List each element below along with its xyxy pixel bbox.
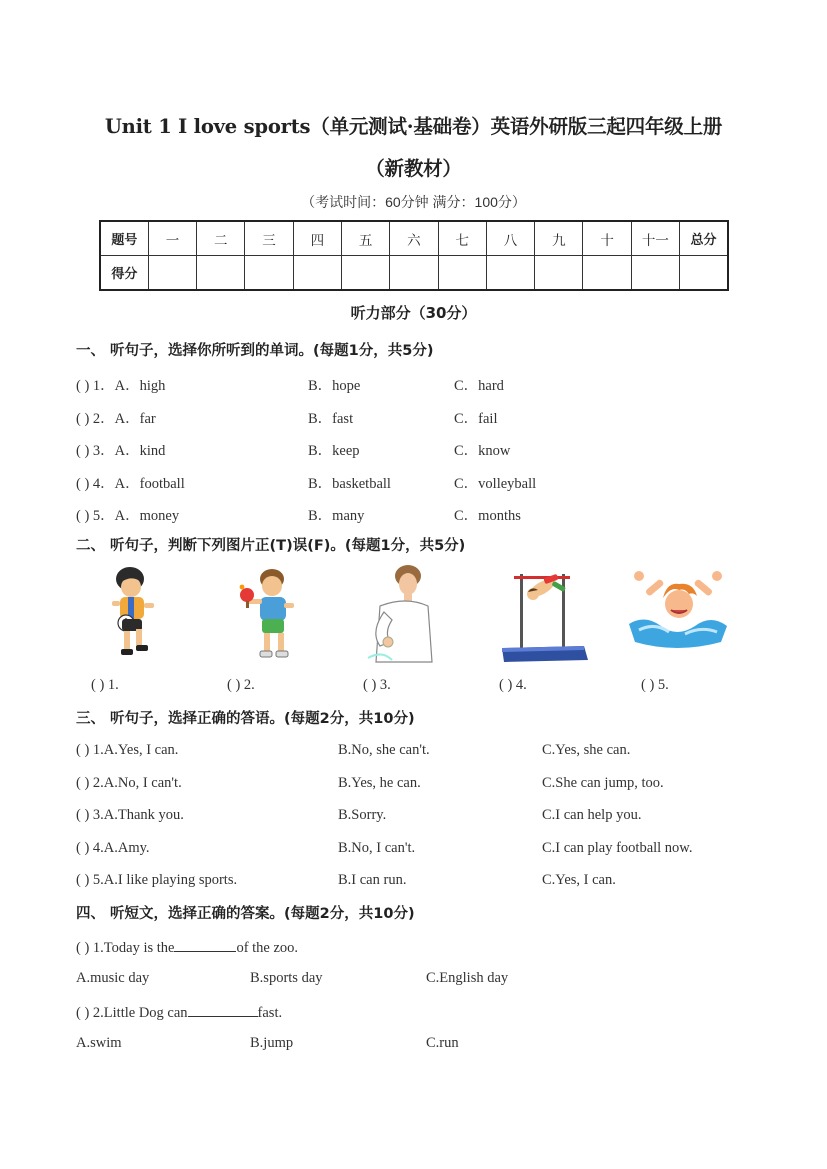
s1-q5-b: B．many — [308, 508, 365, 524]
s3-q4-a: ( ) 4.A.Amy. — [76, 840, 150, 856]
swimming-child-picture — [625, 570, 731, 652]
s1-q1-c: C．hard — [454, 378, 504, 394]
s4-q1-option-b: B.sports day — [250, 970, 323, 986]
s3-q1-c: C.Yes, she can. — [542, 742, 631, 758]
score-cell[interactable] — [197, 256, 245, 291]
score-cell[interactable] — [438, 256, 486, 291]
col-2: 二 — [197, 221, 245, 256]
s1-question-3 — [76, 439, 776, 461]
s3-q2-b: B.Yes, he can. — [338, 775, 421, 791]
section-2-heading: 二、 听句子，判断下列图片正(T)误(F)。(每题1分，共5分) — [76, 538, 466, 554]
s4-q1-options — [76, 970, 776, 992]
s1-q4-a: ( ) 4．A．football — [76, 476, 185, 492]
s3-q2-c: C.She can jump, too. — [542, 775, 664, 791]
col-4: 四 — [293, 221, 341, 256]
score-cell[interactable] — [390, 256, 438, 291]
s1-question-5 — [76, 504, 776, 526]
s1-q3-a: ( ) 3．A．kind — [76, 443, 166, 459]
col-6: 六 — [390, 221, 438, 256]
score-cell[interactable] — [583, 256, 631, 291]
s2-labels — [76, 677, 776, 699]
s3-q3-b: B.Sorry. — [338, 807, 387, 823]
title-line-1: Unit 1 I love sports（单元测试·基础卷）英语外研版三起四年级上册 — [104, 115, 723, 138]
section-4-heading: 四、 听短文，选择正确的答案。(每题2分，共10分) — [76, 906, 415, 922]
score-cell[interactable] — [148, 256, 196, 291]
s1-q5-a: ( ) 5．A．money — [76, 508, 180, 524]
col-5: 五 — [341, 221, 389, 256]
col-8: 八 — [486, 221, 534, 256]
score-label: 得分 — [100, 256, 148, 291]
s3-q4-c: C.I can play football now. — [542, 840, 693, 856]
s1-question-4 — [76, 472, 776, 494]
score-cell[interactable] — [631, 256, 679, 291]
s3-question-2 — [76, 775, 776, 797]
score-table — [99, 220, 729, 291]
s4-q1-option-a: A.music day — [76, 970, 150, 986]
s4-question-1 — [76, 937, 776, 959]
s2-label-1: ( ) 1. — [91, 677, 119, 693]
s3-q5-a: ( ) 5.A.I like playing sports. — [76, 872, 238, 888]
score-cell[interactable] — [486, 256, 534, 291]
col-1: 一 — [148, 221, 196, 256]
score-cell[interactable] — [293, 256, 341, 291]
s1-q2-c: C．fail — [454, 411, 498, 427]
s3-question-1 — [76, 742, 776, 764]
s4-q1-option-c: C.English day — [426, 970, 509, 986]
s4-q1-post: of the zoo. — [236, 940, 299, 956]
s4-q2-blank[interactable] — [188, 1002, 258, 1017]
section-1-heading: 一、 听句子，选择你所听到的单词。(每题1分，共5分) — [76, 343, 434, 359]
s2-label-2: ( ) 2. — [227, 677, 255, 693]
s2-label-3: ( ) 3. — [363, 677, 391, 693]
title-line-2: （新教材） — [365, 157, 462, 180]
s1-q1-a: ( ) 1．A．high — [76, 378, 166, 394]
s4-question-2 — [76, 1002, 776, 1024]
s4-q2-option-a: A.swim — [76, 1035, 122, 1051]
s3-question-4 — [76, 840, 776, 862]
s3-q3-a: ( ) 3.A.Thank you. — [76, 807, 184, 823]
s1-q2-a: ( ) 2．A．far — [76, 411, 156, 427]
s4-q2-post: fast. — [257, 1005, 283, 1021]
s1-q1-b: B．hope — [308, 378, 361, 394]
score-table-score-row — [100, 256, 728, 291]
man-white-shirt-picture — [362, 562, 434, 664]
s1-question-2 — [76, 407, 776, 429]
section-3-heading: 三、 听句子，选择正确的答语。(每题2分，共10分) — [76, 711, 415, 727]
s4-q1-blank[interactable] — [174, 937, 236, 952]
col-total: 总分 — [680, 221, 728, 256]
s4-q2-stem — [76, 1002, 282, 1022]
s4-q2-options — [76, 1035, 776, 1057]
col-9: 九 — [535, 221, 583, 256]
s1-question-1 — [76, 374, 776, 396]
s1-q3-b: B．keep — [308, 443, 360, 459]
s4-q2-pre: ( ) 2.Little Dog can — [76, 1005, 188, 1021]
boy-ping-pong-picture — [238, 565, 304, 663]
score-table-header-row — [100, 221, 728, 256]
col-7: 七 — [438, 221, 486, 256]
listening-section-title: 听力部分（30分） — [350, 304, 477, 322]
s3-q1-a: ( ) 1.A.Yes, I can. — [76, 742, 179, 758]
s3-q1-b: B.No, she can't. — [338, 742, 430, 758]
boy-football-picture — [100, 565, 162, 663]
score-cell-total[interactable] — [680, 256, 728, 291]
s4-q2-option-c: C.run — [426, 1035, 459, 1051]
col-10: 十 — [583, 221, 631, 256]
s3-q5-b: B.I can run. — [338, 872, 407, 888]
s4-q2-option-b: B.jump — [250, 1035, 294, 1051]
s4-q1-stem — [76, 937, 298, 957]
s3-q4-b: B.No, I can't. — [338, 840, 416, 856]
s3-q5-c: C.Yes, I can. — [542, 872, 616, 888]
s3-question-3 — [76, 807, 776, 829]
s3-q3-c: C.I can help you. — [542, 807, 642, 823]
s3-q2-a: ( ) 2.A.No, I can't. — [76, 775, 182, 791]
s1-q2-b: B．fast — [308, 411, 354, 427]
s1-q3-c: C．know — [454, 443, 511, 459]
score-cell[interactable] — [341, 256, 389, 291]
score-cell[interactable] — [535, 256, 583, 291]
s2-label-5: ( ) 5. — [641, 677, 669, 693]
score-cell[interactable] — [245, 256, 293, 291]
col-3: 三 — [245, 221, 293, 256]
s4-q1-pre: ( ) 1.Today is the — [76, 940, 175, 956]
header-label: 题号 — [100, 221, 148, 256]
s3-question-5 — [76, 872, 776, 894]
col-11: 十一 — [631, 221, 679, 256]
high-jump-picture — [500, 568, 590, 664]
exam-info: （考试时间：60分钟 满分：100分） — [301, 194, 526, 210]
s2-label-4: ( ) 4. — [499, 677, 527, 693]
s1-q4-c: C．volleyball — [454, 476, 537, 492]
s1-q5-c: C．months — [454, 508, 521, 524]
s1-q4-b: B．basketball — [308, 476, 391, 492]
